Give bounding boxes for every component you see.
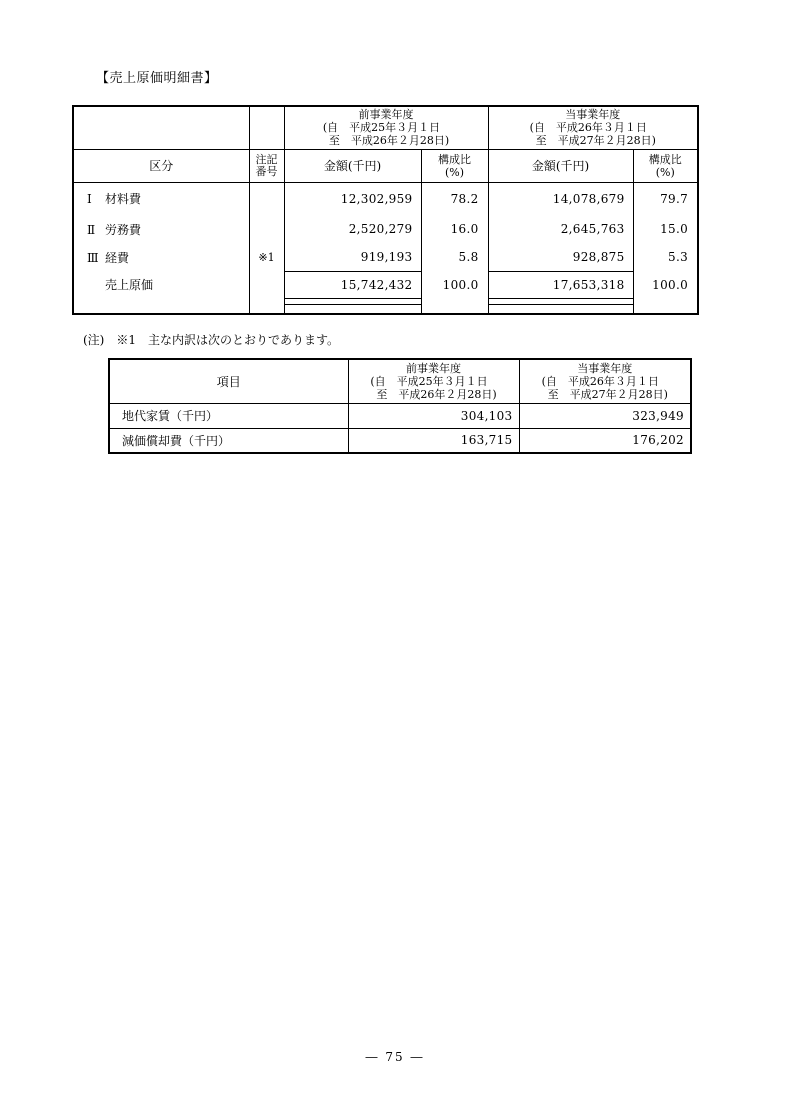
item-label-cell: 地代家賃（千円） <box>109 403 348 428</box>
current-amount-cell: 17,653,318 <box>488 271 633 298</box>
note-number-cell <box>249 215 284 243</box>
row-numeral: Ⅱ <box>87 222 96 237</box>
note-number-header <box>249 149 284 182</box>
prior-year-from: (自 平成25年３月１日 <box>370 374 488 388</box>
prior-amount-cell: 2,520,279 <box>284 215 421 243</box>
current-amount-cell: 928,875 <box>488 243 633 271</box>
document-title: 【売上原価明細書】 <box>96 71 218 86</box>
blank-header-cell <box>249 106 284 149</box>
category-header: 区分 <box>73 149 249 182</box>
row-label: 売上原価 <box>105 278 154 292</box>
prior-value-cell: 163,715 <box>348 428 519 453</box>
note-text: (注) ※1 主な内訳は次のとおりであります。 <box>83 333 340 347</box>
prior-year-label: 前事業年度 <box>358 108 414 122</box>
row-label: 材料費 <box>105 192 142 207</box>
prior-amount-cell: 15,742,432 <box>284 271 421 298</box>
breakdown-header-row <box>109 359 691 403</box>
current-value-cell: 176,202 <box>519 428 691 453</box>
spacer-cell <box>421 304 488 314</box>
cost-of-sales-table <box>72 105 699 315</box>
period-header-row <box>73 106 698 149</box>
ratio-header-line1: 構成比 <box>438 152 471 166</box>
current-year-label: 当事業年度 <box>577 361 633 375</box>
blank-header-cell <box>73 106 249 149</box>
prior-year-period-header <box>284 106 488 149</box>
current-ratio-cell: 15.0 <box>633 215 698 243</box>
category-cell <box>73 271 249 298</box>
current-year-from: (自 平成26年３月１日 <box>529 121 647 135</box>
current-ratio-cell: 100.0 <box>633 271 698 298</box>
item-header: 項目 <box>109 359 348 403</box>
prior-ratio-header <box>421 149 488 182</box>
prior-ratio-cell: 78.2 <box>421 182 488 215</box>
category-cell <box>73 215 249 243</box>
breakdown-table <box>108 358 692 454</box>
note-number-header-line1: 注記 <box>255 152 278 166</box>
category-cell <box>73 243 249 271</box>
spacer-cell <box>284 304 421 314</box>
current-year-period-header <box>488 106 698 149</box>
row-label: 労務費 <box>105 222 142 237</box>
prior-year-period-header <box>348 359 519 403</box>
spacer-cell <box>249 304 284 314</box>
row-numeral: Ⅲ <box>87 250 99 265</box>
prior-year-label: 前事業年度 <box>405 361 461 375</box>
prior-amount-header: 金額(千円) <box>284 149 421 182</box>
note-number-cell <box>249 182 284 215</box>
current-year-to: 至 平成27年２月28日) <box>535 134 656 148</box>
spacer-cell <box>488 304 633 314</box>
current-year-period-header <box>519 359 691 403</box>
row-materials <box>73 182 698 215</box>
prior-amount-cell: 919,193 <box>284 243 421 271</box>
prior-amount-cell: 12,302,959 <box>284 182 421 215</box>
note-number-cell <box>249 271 284 298</box>
prior-value-cell: 304,103 <box>348 403 519 428</box>
row-label: 経費 <box>105 250 130 265</box>
row-labor <box>73 215 698 243</box>
prior-ratio-cell: 100.0 <box>421 271 488 298</box>
current-year-to: 至 平成27年２月28日) <box>547 387 668 401</box>
current-ratio-cell: 79.7 <box>633 182 698 215</box>
current-ratio-cell: 5.3 <box>633 243 698 271</box>
row-total-cost-of-sales <box>73 271 698 298</box>
prior-ratio-cell: 5.8 <box>421 243 488 271</box>
current-ratio-header <box>633 149 698 182</box>
item-label-cell: 減価償却費（千円） <box>109 428 348 453</box>
current-amount-header: 金額(千円) <box>488 149 633 182</box>
prior-ratio-cell: 16.0 <box>421 215 488 243</box>
current-amount-cell: 14,078,679 <box>488 182 633 215</box>
current-year-label: 当事業年度 <box>565 108 621 122</box>
spacer-cell <box>73 304 249 314</box>
row-numeral: Ⅰ <box>87 192 92 207</box>
column-header-row <box>73 149 698 182</box>
row-expenses <box>73 243 698 271</box>
spacer-cell <box>633 304 698 314</box>
row-depreciation <box>109 428 691 453</box>
spacer-row <box>73 304 698 314</box>
ratio-header-line1: 構成比 <box>648 152 682 166</box>
prior-year-from: (自 平成25年３月１日 <box>322 121 441 135</box>
current-amount-cell: 2,645,763 <box>488 215 633 243</box>
row-land-rent <box>109 403 691 428</box>
current-year-from: (自 平成26年３月１日 <box>541 374 659 388</box>
note-number-header-line2: 番号 <box>255 164 278 178</box>
prior-year-to: 至 平成26年２月28日) <box>376 387 497 401</box>
prior-year-to: 至 平成26年２月28日) <box>328 134 450 148</box>
note-number-cell: ※1 <box>249 243 284 271</box>
ratio-header-line2: (%) <box>655 165 675 179</box>
category-cell <box>73 182 249 215</box>
ratio-header-line2: (%) <box>444 165 465 179</box>
current-value-cell: 323,949 <box>519 403 691 428</box>
page-number: ― 75 ― <box>365 1050 425 1064</box>
